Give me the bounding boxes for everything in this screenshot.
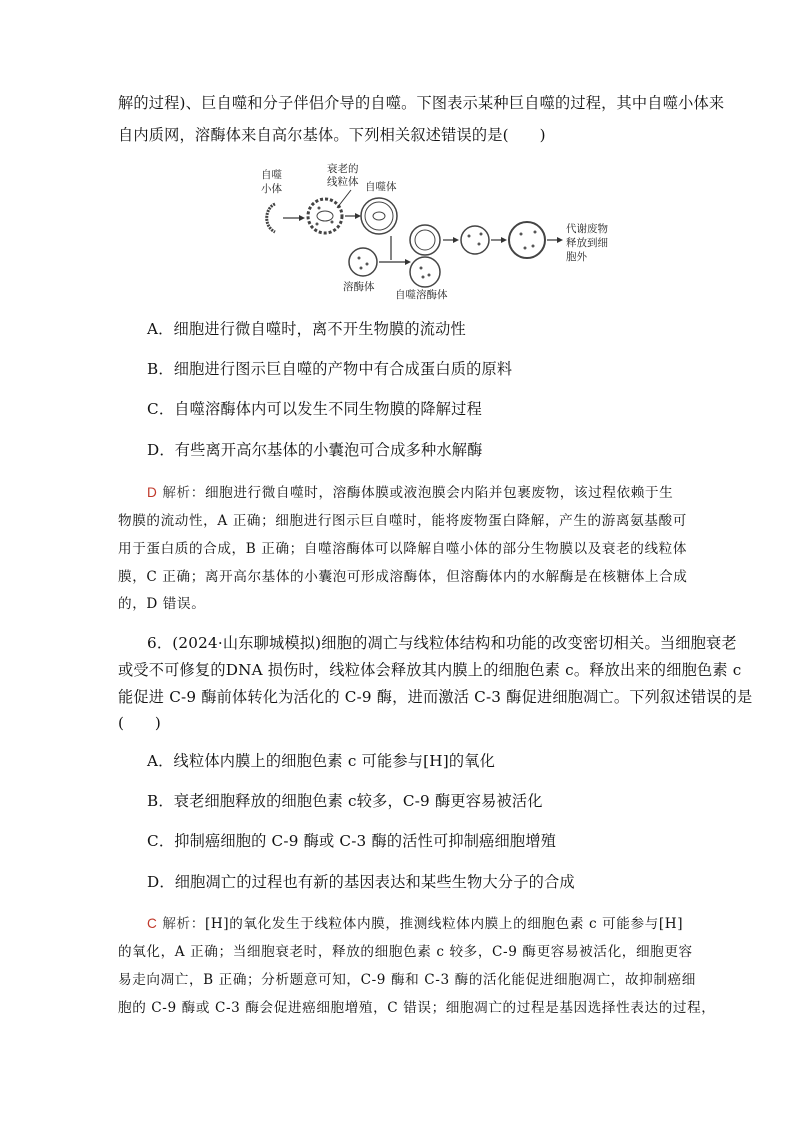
q5-analysis-line-4: 膜，C 正确；离开高尔基体的小囊泡可形成溶酶体，但溶酶体内的水解酶是在核糖体上合成 <box>118 569 688 585</box>
autophagosome-outer <box>361 198 397 234</box>
q5-analysis-line-2: 物膜的流动性，A 正确；细胞进行图示巨自噬时，能将废物蛋白降解，产生的游离氨基酸可 <box>118 513 687 529</box>
aging-mitochondrion-label-2: 线粒体 <box>327 176 359 188</box>
waste-label-3: 胞外 <box>566 251 587 263</box>
degrading-vesicle <box>461 226 489 254</box>
q5-answer-letter: D <box>147 485 158 500</box>
q6-answer-letter: C <box>147 916 158 931</box>
phagophore-shape <box>267 204 275 232</box>
pointer-line <box>337 190 351 208</box>
q6-option-a: A．线粒体内膜上的细胞色素 c 可能参与[H]的氧化 <box>147 752 495 770</box>
q6-analysis-line-3: 易走向凋亡，B 正确；分析题意可知，C-9 酶和 C-3 酶的活化能促进细胞凋亡，故抑制癌细 <box>118 972 696 988</box>
q6-stem-line-1: 6．(2024·山东聊城模拟)细胞的凋亡与线粒体结构和功能的改变密切相关。当细胞衰老 <box>147 634 737 652</box>
q6-analysis-label: 解析： <box>162 916 205 932</box>
q6-option-d: D．细胞凋亡的过程也有新的基因表达和某些生物大分子的合成 <box>147 873 575 891</box>
engulfed-mitochondrion <box>317 211 333 221</box>
autophagosome-label: 自噬体 <box>365 181 397 193</box>
q5-analysis-text-1: 细胞进行微自噬时，溶酶体膜或液泡膜会内陷并包裹废物，该过程依赖于生 <box>204 485 674 501</box>
residual-body <box>509 222 545 258</box>
autolysosome-label: 自噬溶酶体 <box>395 289 448 300</box>
q5-analysis-label: 解析： <box>162 485 205 501</box>
q6-stem-line-4: ( ) <box>118 714 162 732</box>
q5-analysis-line-1 <box>147 481 673 501</box>
autophagosome-small-label-2: 小体 <box>261 183 282 195</box>
q6-stem-line-2: 或受不可修复的DNA 损伤时，线粒体会释放其内膜上的细胞色素 c。释放出来的细胞色素 c <box>118 661 742 679</box>
q5-analysis-line-3: 用于蛋白质的合成，B 正确；自噬溶酶体可以降解自噬小体的部分生物膜以及衰老的线粒体 <box>118 541 688 557</box>
autolysosome-bottom <box>410 257 440 287</box>
q6-option-b: B．衰老细胞释放的细胞色素 c较多，C-9 酶更容易被活化 <box>147 792 543 810</box>
engulfing-membrane <box>308 199 342 233</box>
q5-option-b: B．细胞进行图示巨自噬的产物中有合成蛋白质的原料 <box>147 360 513 378</box>
q6-analysis-line-4: 胞的 C-9 酶或 C-3 酶会促进癌细胞增殖，C 错误；细胞凋亡的过程是基因选择性表达的过程， <box>118 1000 716 1016</box>
lysosome-shape <box>349 248 377 276</box>
intro-line-1: 解的过程)、巨自噬和分子伴侣介导的自噬。下图表示某种巨自噬的过程，其中自噬小体来 <box>118 94 725 112</box>
waste-label-2: 释放到细 <box>566 237 608 249</box>
aging-mitochondrion-label: 衰老的 <box>327 163 359 175</box>
q5-option-d: D．有些离开高尔基体的小囊泡可合成多种水解酶 <box>147 441 483 459</box>
q6-option-c: C．抑制癌细胞的 C-9 酶或 C-3 酶的活性可抑制癌细胞增殖 <box>147 832 557 850</box>
macroautophagy-diagram <box>255 160 615 300</box>
q6-analysis-line-1 <box>147 912 683 932</box>
autophagosome-small-label: 自噬 <box>261 169 282 181</box>
q6-analysis-line-2: 的氧化，A 正确；当细胞衰老时，释放的细胞色素 c 较多，C-9 酶更容易被活化，细胞更容 <box>118 944 693 960</box>
lysosome-label: 溶酶体 <box>343 281 375 293</box>
intro-line-2: 自内质网，溶酶体来自高尔基体。下列相关叙述错误的是( ) <box>118 126 546 144</box>
q5-analysis-line-5: 的，D 错误。 <box>118 596 206 612</box>
q5-option-a: A．细胞进行微自噬时，离不开生物膜的流动性 <box>147 320 466 338</box>
q5-option-c: C．自噬溶酶体内可以发生不同生物膜的降解过程 <box>147 400 482 418</box>
autophagosome-inner <box>365 202 393 230</box>
q6-stem-line-3: 能促进 C-9 酶前体转化为活化的 C-9 酶，进而激活 C-3 酶促进细胞凋亡。下列叙述错误的是 <box>118 688 753 706</box>
arrow-1-head <box>299 215 305 221</box>
q6-analysis-text-1: [H]的氧化发生于线粒体内膜，推测线粒体内膜上的细胞色素 c 可能参与[H] <box>204 916 684 932</box>
waste-label-1: 代谢废物 <box>566 223 608 235</box>
